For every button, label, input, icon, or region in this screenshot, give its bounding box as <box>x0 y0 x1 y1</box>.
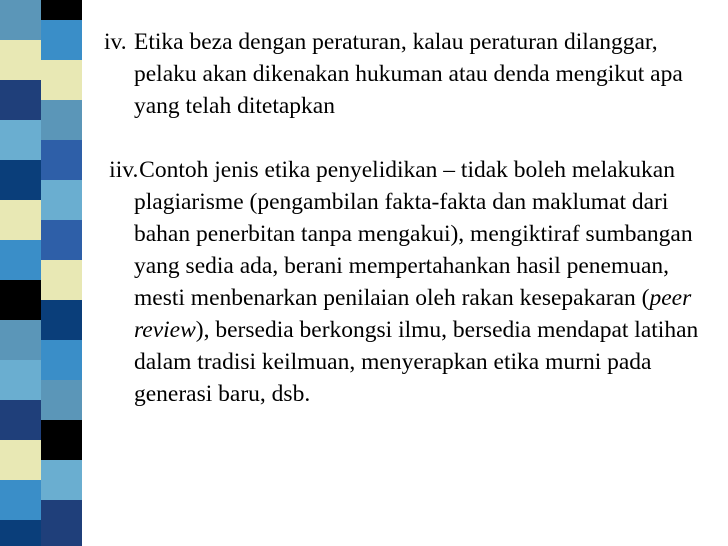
stripe-tile <box>41 340 82 380</box>
stripe-tile <box>0 440 41 480</box>
stripe-tile <box>0 240 41 280</box>
list-item <box>104 26 714 122</box>
stripe-tile <box>41 500 82 546</box>
stripe-tile <box>41 220 82 260</box>
list-item-text-continued: ), bersedia berkongsi ilmu, bersedia mendapat latihan dalam tradisi keilmuan, menyerapkan etika murni pada generasi baru, dsb. <box>134 317 699 407</box>
decorative-side-stripe <box>0 0 82 546</box>
stripe-tile <box>41 100 82 140</box>
spacer <box>104 122 714 154</box>
stripe-tile <box>0 520 41 546</box>
stripe-tile <box>0 320 41 360</box>
list-marker: iv. <box>104 29 127 55</box>
stripe-tile <box>0 160 41 200</box>
stripe-tile <box>41 260 82 300</box>
stripe-tile <box>0 480 41 520</box>
stripe-tile <box>0 400 41 440</box>
italic-term: peer review <box>134 285 692 343</box>
stripe-tile <box>41 60 82 100</box>
stripe-tile <box>41 460 82 500</box>
list-item-text: Etika beza dengan peraturan, kalau peraturan dilanggar, pelaku akan dikenakan hukuman atau denda mengikut apa yang telah ditetapkan <box>134 29 683 119</box>
stripe-column-right <box>41 0 82 546</box>
stripe-tile <box>0 200 41 240</box>
stripe-tile <box>41 180 82 220</box>
stripe-tile <box>0 80 41 120</box>
stripe-tile <box>41 0 82 20</box>
list-item <box>104 154 714 410</box>
stripe-tile <box>0 280 41 320</box>
list-item-text: Contoh jenis etika penyelidikan – tidak boleh melakukan plagiarisme (pengambilan fakta-fakta dan maklumat dari bahan penerbitan tanpa mengakui), mengiktiraf sumbangan yang sedia ada, berani mempertahankan hasil penemuan, mesti menbenarkan penilaian oleh rakan kesepakaran ( <box>134 157 693 311</box>
stripe-tile <box>0 120 41 160</box>
list-marker: iiv. <box>109 157 139 183</box>
stripe-tile <box>41 380 82 420</box>
stripe-column-left <box>0 0 41 546</box>
slide-content <box>104 26 714 410</box>
stripe-tile <box>0 360 41 400</box>
stripe-tile <box>41 300 82 340</box>
stripe-tile <box>41 20 82 60</box>
stripe-tile <box>41 420 82 460</box>
stripe-tile <box>41 140 82 180</box>
stripe-tile <box>0 0 41 40</box>
stripe-tile <box>0 40 41 80</box>
